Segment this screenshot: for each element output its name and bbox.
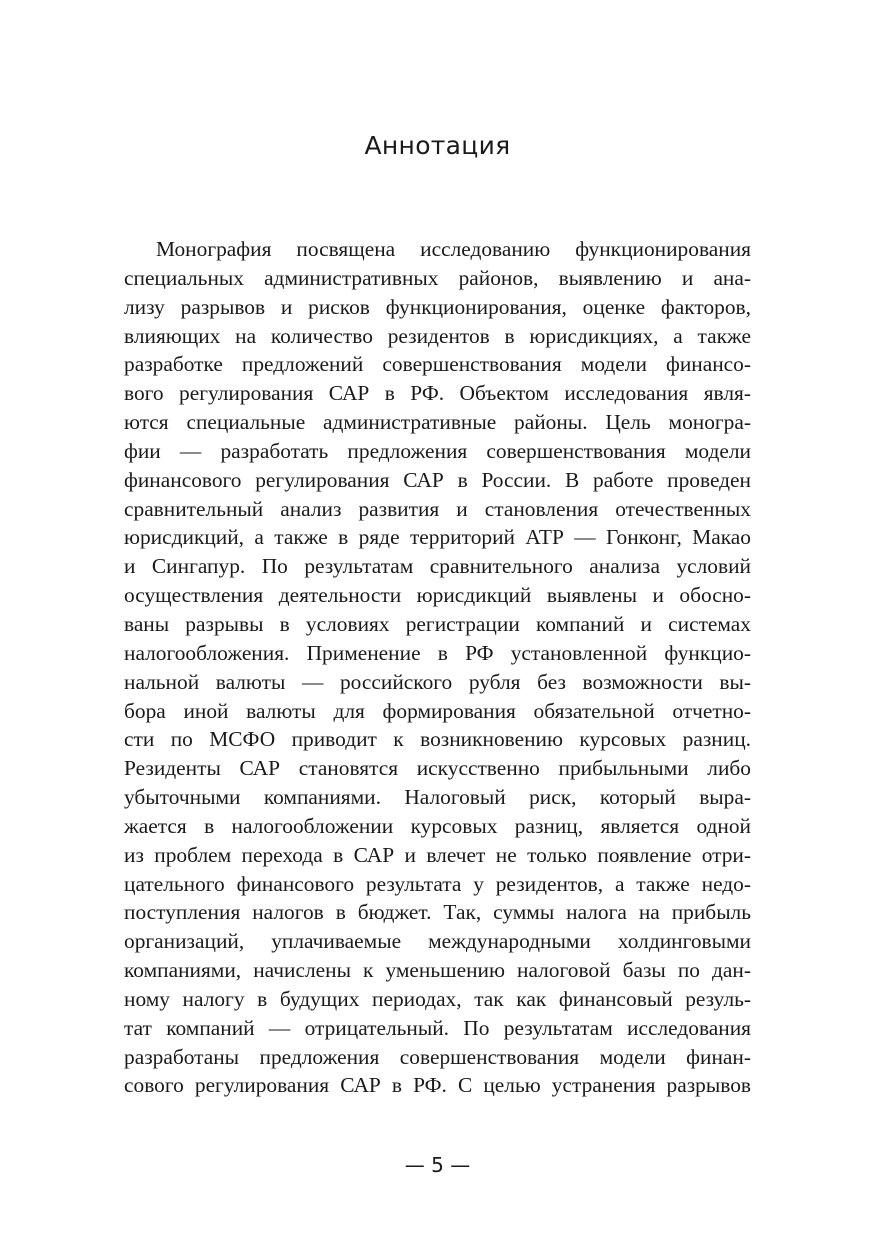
text-line: специальных административных районов, выявлению и ана- — [124, 265, 751, 290]
annotation-paragraph — [124, 235, 751, 1100]
text-line: ваны разрывы в условиях регистрации компаний и системах — [124, 611, 751, 636]
text-line: осуществления деятельности юрисдикций выявлены и обосно- — [124, 583, 751, 608]
text-line: из проблем перехода в САР и влечет не только появление отри- — [124, 842, 751, 867]
text-line: фии — разработать предложения совершенствования модели — [124, 438, 751, 463]
text-line: бора иной валюты для формирования обязательной отчетно- — [124, 698, 751, 723]
text-line: поступления налогов в бюджет. Так, суммы налога на прибыль — [124, 900, 751, 925]
text-line: ному налогу в будущих периодах, так как финансовый резуль- — [124, 986, 751, 1011]
text-line: ются специальные административные районы. Цель моногра- — [124, 410, 751, 435]
text-line: убыточными компаниями. Налоговый риск, который выра- — [124, 785, 751, 810]
text-line: Монография посвящена исследованию функционирования — [156, 237, 751, 261]
text-line: влияющих на количество резидентов в юрисдикциях, а также — [124, 323, 751, 348]
text-line: Резиденты САР становятся искусственно прибыльными либо — [124, 756, 751, 781]
text-line: лизу разрывов и рисков функционирования, оценке факторов, — [124, 294, 751, 319]
text-line: сти по МСФО приводит к возникновению курсовых разниц. — [124, 727, 751, 752]
text-line: цательного финансового результата у резидентов, а также недо- — [124, 871, 751, 896]
text-line: сового регулирования САР в РФ. С целью устранения разрывов — [124, 1073, 751, 1098]
text-line: жается в налогообложении курсовых разниц, является одной — [124, 813, 751, 838]
text-line: вого регулирования САР в РФ. Объектом исследования явля- — [124, 381, 751, 406]
text-line: налогообложения. Применение в РФ установленной функцио- — [124, 640, 751, 665]
text-line: разработаны предложения совершенствования модели финан- — [124, 1044, 751, 1069]
text-line: организаций, уплачиваемые международными холдинговыми — [124, 929, 751, 954]
text-line: финансового регулирования САР в России. В работе проведен — [124, 467, 751, 492]
page-number: — 5 — — [404, 1153, 471, 1177]
text-line: и Сингапур. По результатам сравнительного анализа условий — [124, 554, 751, 579]
text-line: разработке предложений совершенствования модели финансо- — [124, 352, 751, 377]
text-line: юрисдикций, а также в ряде территорий АТР — Гонконг, Макао — [124, 525, 751, 550]
text-line: сравнительный анализ развития и становления отечественных — [124, 496, 751, 521]
page-title: Аннотация — [364, 131, 511, 160]
text-line: нальной валюты — российского рубля без возможности вы- — [124, 669, 751, 694]
text-line: компаниями, начислены к уменьшению налоговой базы по дан- — [124, 958, 751, 983]
text-line: тат компаний — отрицательный. По результатам исследования — [124, 1015, 751, 1040]
